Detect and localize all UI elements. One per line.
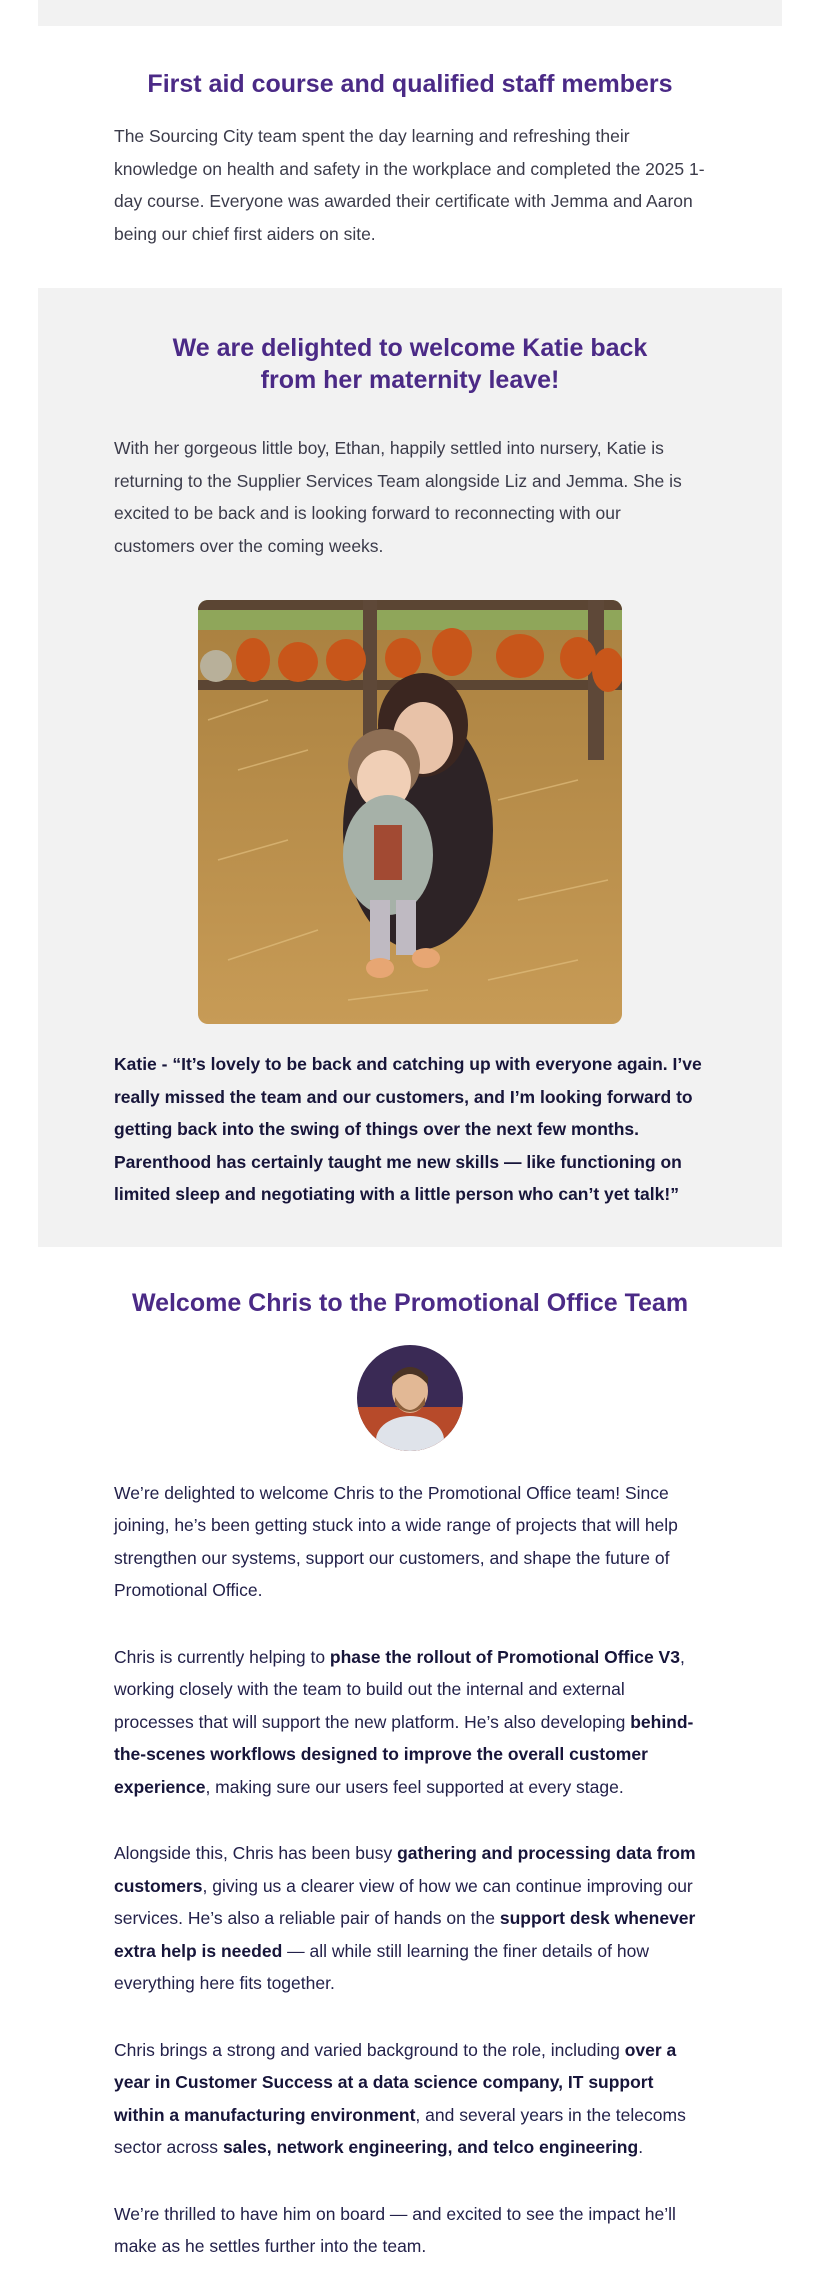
katie-body: With her gorgeous little boy, Ethan, happily settled into nursery, Katie is returning to the Supplier Services Team alongside Liz and Jemma. She is excited to be back and is looking forward to reconnecting with our customers over the coming weeks. bbox=[114, 438, 682, 556]
chris-p2-text-3: , making sure our users feel supported at every stage. bbox=[205, 1776, 624, 1797]
chris-section bbox=[38, 1247, 782, 2293]
katie-section bbox=[38, 288, 782, 1247]
chris-p4-text-3: . bbox=[638, 2137, 644, 2157]
first-aid-section bbox=[38, 26, 782, 288]
chris-p3-text-3: — all while still learning the finer details of how everything here fits together. bbox=[114, 1940, 649, 1993]
chris-p4-bold-2: sales, network engineering, and telco engineering bbox=[222, 2137, 639, 2157]
chris-p3-text-1: Alongside this, Chris has been busy bbox=[114, 1843, 398, 1863]
chris-p4-text-1: Chris brings a strong and varied background to the role, including bbox=[114, 2039, 625, 2060]
chris-p3-bold-1: gathering and processing data from customers bbox=[114, 1843, 696, 1896]
chris-data-paragraph bbox=[114, 1837, 706, 2000]
previous-section-band bbox=[38, 0, 782, 26]
chris-rollout-paragraph bbox=[114, 1641, 706, 1804]
first-aid-body: The Sourcing City team spent the day learning and refreshing their knowledge on health and safety in the workplace and completed the 2025 1-day course. Everyone was awarded their certificate with Jemma and Aaron being our chief first aiders on site. bbox=[114, 126, 705, 244]
chris-closing-paragraph: We’re thrilled to have him on board — and excited to see the impact he’ll make as he settles further into the team. bbox=[114, 2203, 676, 2256]
chris-p3-bold-2: support desk whenever extra help is needed bbox=[114, 1908, 696, 1961]
chris-background-paragraph bbox=[114, 2034, 706, 2164]
chris-p3-text-2: , giving us a clearer view of how we can continue improving our services. He’s also a reliable pair of hands on the bbox=[114, 1875, 693, 1928]
chris-intro: We’re delighted to welcome Chris to the Promotional Office team! Since joining, he’s been getting stuck into a wide range of projects that will help strengthen our systems, support our customers, and shape the future of Promotional Office. bbox=[114, 1482, 678, 1600]
chris-avatar bbox=[357, 1345, 463, 1451]
katie-photo bbox=[198, 600, 622, 1024]
chris-p2-bold-2: behind-the-scenes workflows designed to improve the overall customer experience bbox=[114, 1711, 694, 1797]
katie-title: We are delighted to welcome Katie back from her maternity leave! bbox=[172, 334, 648, 394]
chris-p2-text-2: , working closely with the team to build out the internal and external processes that will support the new platform. He’s also developing bbox=[114, 1646, 685, 1732]
chris-p2-text-1: Chris is currently helping to bbox=[114, 1646, 330, 1667]
chris-p4-bold-1: over a year in Customer Success at a data science company, IT support within a manufacturing environment bbox=[114, 2039, 677, 2125]
first-aid-title: First aid course and qualified staff members bbox=[147, 70, 673, 98]
chris-p2-bold-1: phase the rollout of Promotional Office V3 bbox=[329, 1646, 680, 1667]
katie-quote: Katie - “It’s lovely to be back and catching up with everyone again. I’ve really missed the team and our customers, and I’m looking forward to getting back into the swing of things over the next few months. Parenthood has certainly taught me new skills — like functioning on limited sleep and negotiating with a little person who can’t yet talk!” bbox=[114, 1054, 702, 1204]
chris-p4-text-2: , and several years in the telecoms sector across bbox=[114, 2104, 686, 2157]
chris-title: Welcome Chris to the Promotional Office Team bbox=[131, 1288, 689, 1317]
